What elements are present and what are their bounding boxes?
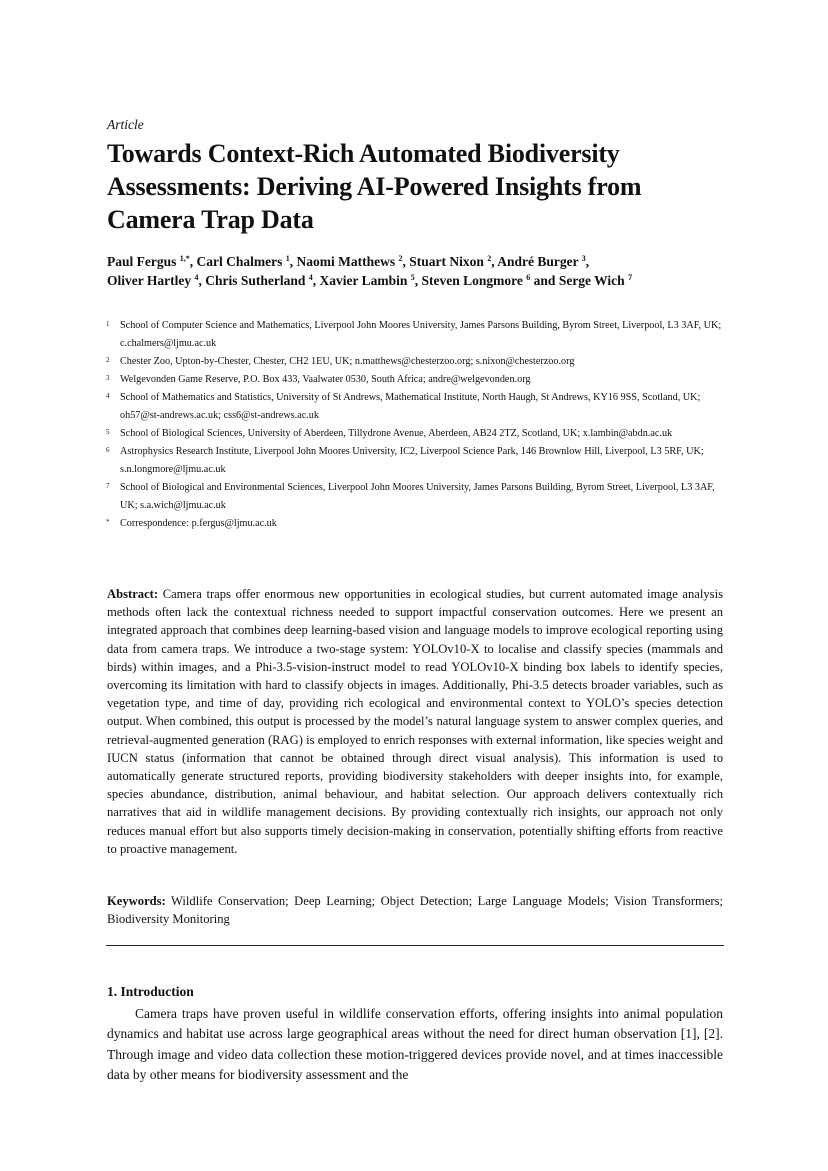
affiliation-marker: 1 — [106, 320, 110, 328]
author-separator: , — [189, 254, 197, 269]
affiliation-text: Welgevonden Game Reserve, P.O. Box 433, Vaalwater 0530, South Africa; andre@welgevonden.org — [120, 374, 531, 385]
affiliation-text: School of Mathematics and Statistics, University of St Andrews, Mathematical Institute, North Haugh, St Andrews, KY16 9SS, Scotland, UK; oh57@st-andrews.ac.uk; css6@st-andrews.ac.uk — [120, 392, 701, 421]
affiliation-marker: 2 — [106, 356, 110, 364]
affiliation-item — [106, 371, 726, 389]
author-name: Stuart Nixon — [409, 254, 488, 269]
keywords-label: Keywords: — [107, 894, 166, 908]
abstract — [107, 585, 723, 858]
author-separator: , — [198, 273, 206, 288]
author-name: Xavier Lambin — [319, 273, 411, 288]
author-affiliation-marker: 7 — [628, 273, 633, 282]
author-affiliation-marker: 2 — [487, 254, 492, 263]
author-separator: , — [585, 254, 590, 269]
abstract-text: Camera traps offer enormous new opportunities in ecological studies, but current automated image analysis methods often lack the contextual richness needed to support impactful conservation outcomes. Here we present an integrated approach that combines deep learning-based vision and language models to improve ecological reporting using data from camera traps. We introduce a two-stage system: YOLOv10-X to localise and classify species (mammals and birds) within images, and a Phi-3.5-vision-instruct model to read YOLOv10-X binding box labels to identify species, overcoming its limitation with hard to classify objects in images. Additionally, Phi-3.5 detects broader variables, such as vegetation type, and time of day, providing rich ecological and environmental context to YOLO’s species detection output. When combined, this output is processed by the model’s natural language system to answer complex queries, and retrieval-augmented generation (RAG) is employed to enrich responses with external information, like species weight and IUCN status (information that cannot be obtained through direct visual analysis). This information is used to automatically generate structured reports, providing biodiversity stakeholders with deeper insights into, for example, species abundance, distribution, animal behaviour, and habitat selection. Our approach delivers contextually rich narratives that aid in wildlife management decisions. By providing contextually rich insights, our approach not only reduces manual effort but also supports timely decision-making in conservation, potentially shifting efforts from reactive to proactive management. — [107, 587, 723, 856]
author-name: Paul Fergus — [107, 254, 180, 269]
affiliation-item — [106, 425, 726, 443]
affiliation-marker: 5 — [106, 428, 110, 436]
author-name: Chris Sutherland — [205, 273, 309, 288]
affiliation-text: School of Biological Sciences, University of Aberdeen, Tillydrone Avenue, Aberdeen, AB24 2TZ, Scotland, UK; x.lambin@abdn.ac.uk — [120, 428, 673, 439]
author-affiliation-marker: 4 — [308, 273, 313, 282]
author-affiliation-marker: 2 — [398, 254, 403, 263]
affiliation-marker: 7 — [106, 482, 110, 490]
paper-title: Towards Context-Rich Automated Biodiversity Assessments: Deriving AI-Powered Insights from Camera Trap Data — [107, 139, 642, 234]
section-heading-introduction: 1. Introduction — [107, 984, 194, 999]
affiliation-text: Astrophysics Research Institute, Liverpool John Moores University, IC2, Liverpool Science Park, 146 Brownlow Hill, Liverpool, L3 5RF, UK; s.n.longmore@ljmu.ac.uk — [120, 446, 704, 475]
author-list — [107, 252, 723, 290]
author-affiliation-marker: 1,* — [179, 254, 190, 263]
affiliation-item — [106, 389, 726, 425]
affiliation-marker: 4 — [106, 392, 110, 400]
author-affiliation-marker: 4 — [194, 273, 199, 282]
affiliation-text: Chester Zoo, Upton-by-Chester, Chester, CH2 1EU, UK; n.matthews@chesterzoo.org; s.nixon@chesterzoo.org — [120, 356, 575, 367]
affiliation-marker: * — [106, 518, 110, 526]
affiliation-text: School of Computer Science and Mathematics, Liverpool John Moores University, James Parsons Building, Byrom Street, Liverpool, L3 3AF, UK; c.chalmers@ljmu.ac.uk — [120, 320, 722, 349]
author-affiliation-marker: 6 — [526, 273, 531, 282]
author-separator: , — [312, 273, 320, 288]
keywords-text: Wildlife Conservation; Deep Learning; Object Detection; Large Language Models; Vision Transformers; Biodiversity Monitoring — [107, 894, 724, 927]
affiliation-item — [106, 443, 726, 479]
affiliation-marker: 6 — [106, 446, 110, 454]
author-name: Naomi Matthews — [296, 254, 399, 269]
author-affiliation-marker: 1 — [285, 254, 290, 263]
author-separator: , — [289, 254, 297, 269]
author-name: Serge Wich — [558, 273, 629, 288]
abstract-label: Abstract: — [107, 587, 159, 601]
article-type: Article — [107, 117, 144, 132]
author-name: Carl Chalmers — [196, 254, 286, 269]
keywords — [107, 892, 723, 928]
author-name: Oliver Hartley — [107, 273, 195, 288]
author-separator: , — [414, 273, 422, 288]
author-separator: and — [530, 273, 559, 288]
author-name: Steven Longmore — [421, 273, 527, 288]
author-affiliation-marker: 3 — [581, 254, 586, 263]
affiliation-list — [106, 317, 726, 533]
section-divider — [106, 945, 724, 946]
author-separator: , — [402, 254, 410, 269]
author-separator: , — [491, 254, 498, 269]
affiliation-text: School of Biological and Environmental Sciences, Liverpool John Moores University, James Parsons Building, Byrom Street, Liverpool, L3 3AF, UK; s.a.wich@ljmu.ac.uk — [120, 482, 715, 511]
affiliation-item — [106, 353, 726, 371]
affiliation-text: Correspondence: p.fergus@ljmu.ac.uk — [120, 518, 277, 529]
affiliation-item — [106, 317, 726, 353]
affiliation-item — [106, 479, 726, 515]
affiliation-marker: 3 — [106, 374, 110, 382]
author-affiliation-marker: 5 — [410, 273, 415, 282]
author-name: André Burger — [497, 254, 582, 269]
introduction-paragraph: Camera traps have proven useful in wildlife conservation efforts, offering insights into animal population dynamics and habitat use across large geographical areas without the need for direct human observation [1], [2]. Through image and video data collection these motion-triggered devices provide novel, and at times inaccessible data by other means for biodiversity assessment and the — [107, 1006, 723, 1083]
affiliation-item — [106, 515, 726, 533]
